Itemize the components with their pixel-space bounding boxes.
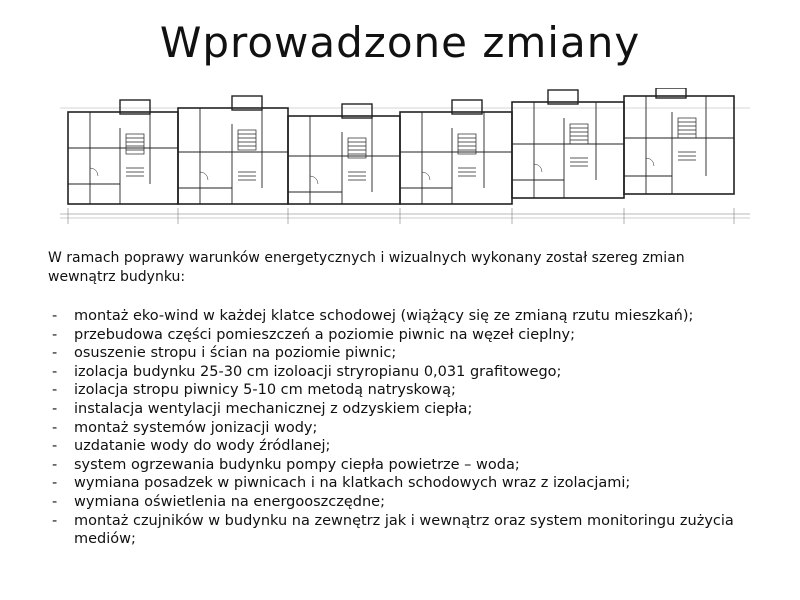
- slide-title: Wprowadzone zmiany: [159, 18, 641, 67]
- list-item: - uzdatanie wody do wody źródlanej;: [48, 437, 768, 456]
- list-item: - montaż systemów jonizacji wody;: [48, 419, 768, 438]
- list-item: - wymiana posadzek w piwnicach i na klatkach schodowych wraz z izolacjami;: [48, 474, 768, 493]
- list-item: - montaż eko-wind w każdej klatce schodowej (wiążący się ze zmianą rzutu mieszkań);: [48, 307, 768, 326]
- changes-list: [48, 307, 768, 549]
- list-item: - montaż czujników w budynku na zewnętrz jak i wewnątrz oraz system monitoringu zużycia mediów;: [48, 512, 768, 549]
- floor-plan-drawing: [60, 88, 750, 230]
- list-item: - instalacja wentylacji mechanicznej z odzyskiem ciepła;: [48, 400, 768, 419]
- list-item: - izolacja budynku 25-30 cm izoloacji stryropianu 0,031 grafitowego;: [48, 363, 768, 382]
- list-item: - osuszenie stropu i ścian na poziomie piwnic;: [48, 344, 768, 363]
- list-item: - wymiana oświetlenia na energooszczędne;: [48, 493, 768, 512]
- list-item: - izolacja stropu piwnicy 5-10 cm metodą natryskową;: [48, 381, 768, 400]
- intro-text: W ramach poprawy warunków energetycznych i wizualnych wykonany został szereg zmian wewnątrz budynku:: [48, 250, 685, 285]
- list-item: - przebudowa części pomieszczeń a poziomie piwnic na węzeł cieplny;: [48, 326, 768, 345]
- list-item: - system ogrzewania budynku pompy ciepła powietrze – woda;: [48, 456, 768, 475]
